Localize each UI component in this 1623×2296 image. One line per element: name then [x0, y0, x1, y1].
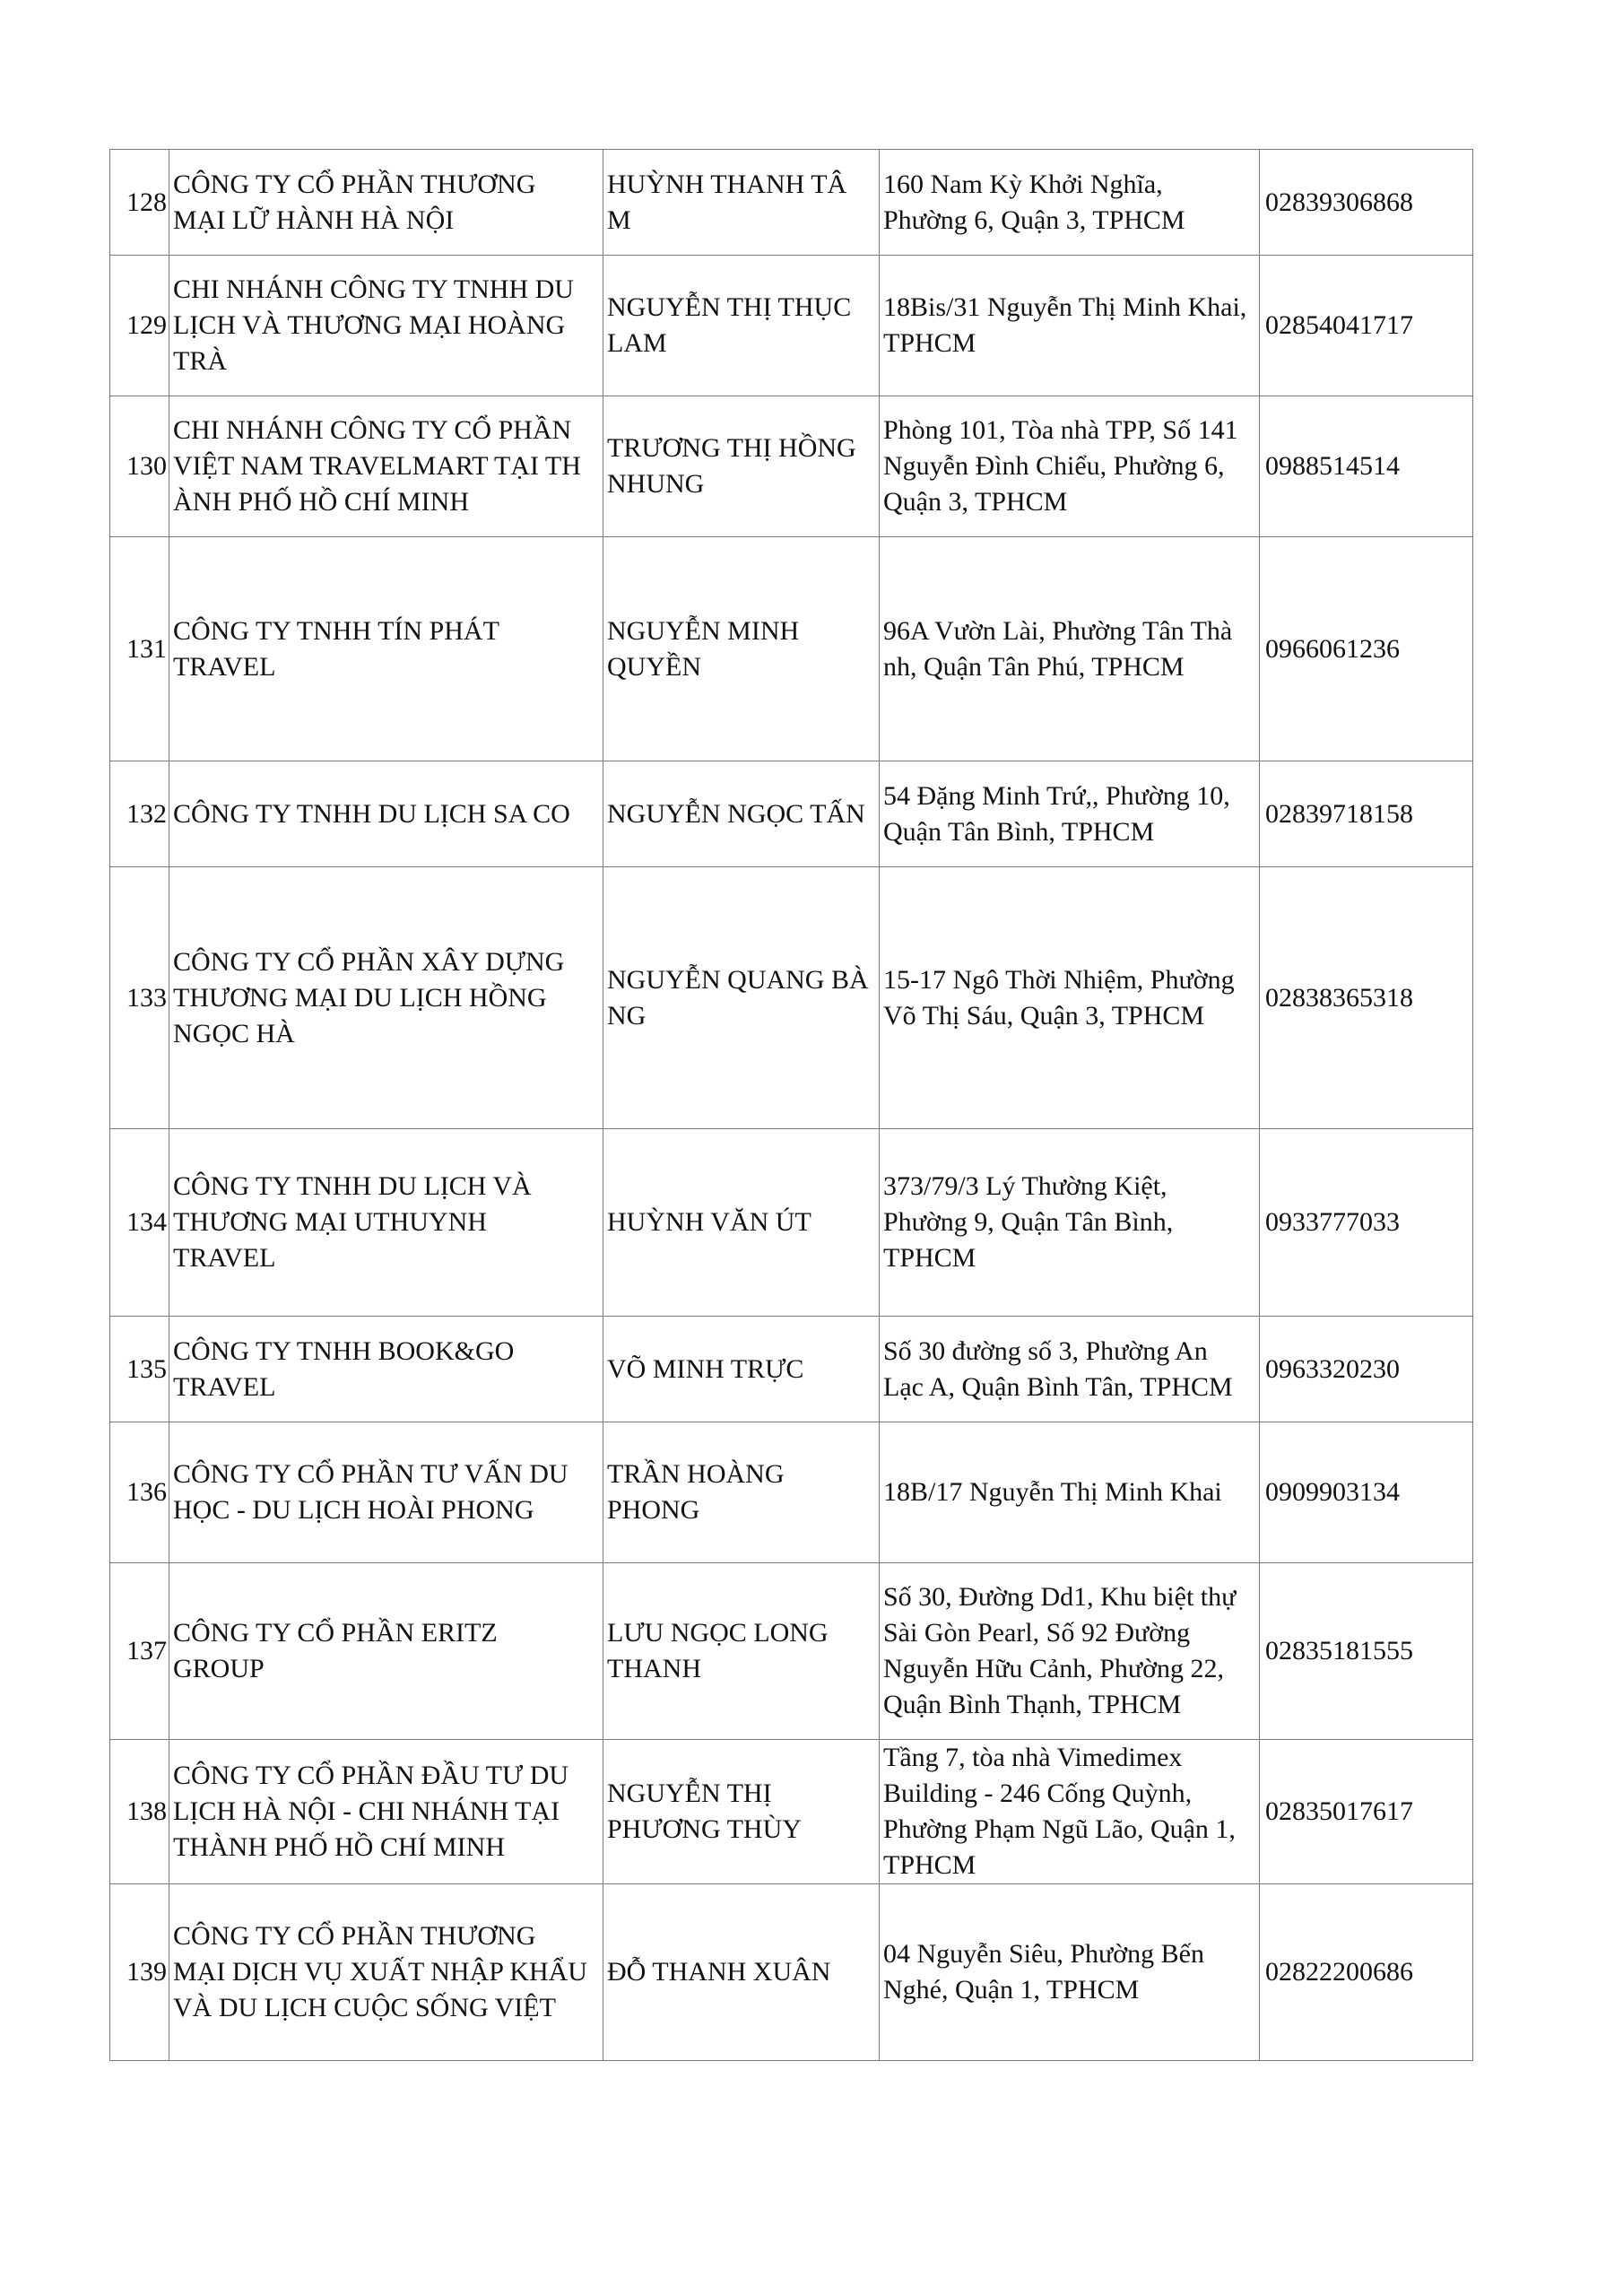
representative-name-line: NG [607, 1000, 647, 1031]
phone-number: 02838365318 [1265, 982, 1413, 1013]
representative-name-line: TRẦN HOÀNG [607, 1459, 785, 1489]
company-name-cell [169, 1740, 603, 1884]
company-name-line: CÔNG TY TNHH TÍN PHÁT [173, 615, 499, 646]
address-line: Số 30 đường số 3, Phường An [883, 1335, 1208, 1366]
table-row [110, 1563, 1473, 1740]
address-line: Võ Thị Sáu, Quận 3, TPHCM [883, 1000, 1205, 1031]
company-name-line: TRÀ [173, 346, 227, 376]
company-name-line: MẠI LỮ HÀNH HÀ NỘI [173, 204, 455, 235]
representative-name-line: NGUYỄN MINH [607, 615, 800, 646]
table-row [110, 256, 1473, 396]
row-number-cell [110, 150, 169, 256]
row-number: 130 [126, 451, 167, 481]
representative-name-cell [603, 396, 880, 537]
address-line: Quận 3, TPHCM [883, 487, 1068, 517]
phone-number: 0988514514 [1265, 451, 1400, 481]
company-name-line: TRAVEL [173, 1371, 276, 1402]
address-line: Nguyễn Hữu Cảnh, Phường 22, [883, 1654, 1225, 1683]
company-table [109, 149, 1473, 2061]
table-row [110, 1317, 1473, 1422]
phone-number: 02835017617 [1265, 1796, 1413, 1826]
address-line: Phường Phạm Ngũ Lão, Quận 1, [883, 1814, 1236, 1844]
address-cell [880, 1422, 1260, 1563]
address-line: Phường 9, Quận Tân Bình, [883, 1207, 1174, 1237]
representative-name-cell [603, 150, 880, 256]
row-number: 139 [126, 1957, 167, 1987]
row-number: 134 [126, 1207, 167, 1237]
table-row [110, 761, 1473, 867]
address-line: Quận Tân Bình, TPHCM [883, 816, 1155, 847]
phone-number-cell [1260, 867, 1473, 1129]
representative-name-line: TRƯƠNG THỊ HỒNG [607, 433, 856, 463]
company-name-line: MẠI DỊCH VỤ XUẤT NHẬP KHẨU [173, 1957, 587, 1987]
phone-number-cell [1260, 1884, 1473, 2061]
company-name-line: VÀ DU LỊCH CUỘC SỐNG VIỆT [173, 1993, 556, 2022]
phone-number: 02835181555 [1265, 1636, 1413, 1665]
representative-name-cell [603, 867, 880, 1129]
row-number-cell [110, 1884, 169, 2061]
company-name-cell [169, 1884, 603, 2061]
phone-number: 0966061236 [1265, 633, 1400, 664]
company-name-cell [169, 761, 603, 867]
table-row [110, 396, 1473, 537]
row-number: 138 [126, 1796, 167, 1826]
company-name-line: CÔNG TY CỔ PHẦN THƯƠNG [173, 169, 536, 199]
company-name-line: ÀNH PHỐ HỒ CHÍ MINH [173, 487, 469, 517]
row-number: 131 [126, 633, 167, 664]
phone-number: 02839718158 [1265, 798, 1413, 829]
representative-name-cell [603, 537, 880, 761]
company-name-line: THÀNH PHỐ HỒ CHÍ MINH [173, 1832, 505, 1862]
representative-name-cell [603, 1740, 880, 1884]
company-name-line: CHI NHÁNH CÔNG TY TNHH DU [173, 274, 574, 304]
company-name-line: CÔNG TY CỔ PHẦN XÂY DỰNG [173, 946, 565, 977]
address-line: 54 Đặng Minh Trứ,, Phường 10, [883, 780, 1230, 811]
company-name-line: CÔNG TY CỔ PHẦN THƯƠNG [173, 1921, 536, 1951]
address-line: 373/79/3 Lý Thường Kiệt, [883, 1171, 1167, 1201]
address-line: TPHCM [883, 1850, 976, 1880]
address-line: TPHCM [883, 328, 976, 358]
address-cell [880, 1740, 1260, 1884]
row-number-cell [110, 867, 169, 1129]
table-row [110, 150, 1473, 256]
company-name-line: NGỌC HÀ [173, 1018, 295, 1048]
row-number: 136 [126, 1477, 167, 1507]
address-cell [880, 256, 1260, 396]
representative-name-cell [603, 1129, 880, 1317]
representative-name-line: HUỲNH THANH TÂ [607, 169, 847, 199]
row-number-cell [110, 1317, 169, 1422]
row-number: 137 [126, 1636, 167, 1665]
address-line: TPHCM [883, 1243, 976, 1273]
address-line: 96A Vườn Lài, Phường Tân Thà [883, 615, 1233, 646]
phone-number: 0963320230 [1265, 1353, 1400, 1384]
representative-name-line: THANH [607, 1654, 701, 1683]
company-name-line: THƯƠNG MẠI UTHUYNH [173, 1207, 487, 1237]
address-line: 160 Nam Kỳ Khởi Nghĩa, [883, 169, 1163, 199]
table-body [110, 150, 1473, 2061]
row-number: 129 [126, 310, 167, 340]
representative-name-line: NGUYỄN THỊ [607, 1779, 772, 1808]
address-cell [880, 1884, 1260, 2061]
representative-name-line: PHƯƠNG THÙY [607, 1814, 802, 1844]
address-cell [880, 1129, 1260, 1317]
address-cell [880, 1317, 1260, 1422]
address-line: 18Bis/31 Nguyễn Thị Minh Khai, [883, 292, 1247, 322]
company-name-line: GROUP [173, 1654, 265, 1683]
representative-name-line: ĐỖ THANH XUÂN [607, 1957, 831, 1987]
company-name-line: THƯƠNG MẠI DU LỊCH HỒNG [173, 982, 547, 1013]
phone-number-cell [1260, 1317, 1473, 1422]
row-number-cell [110, 1422, 169, 1563]
company-name-cell [169, 1129, 603, 1317]
company-name-cell [169, 256, 603, 396]
company-name-cell [169, 396, 603, 537]
company-name-line: LỊCH HÀ NỘI - CHI NHÁNH TẠI [173, 1796, 560, 1826]
row-number: 128 [126, 187, 167, 217]
representative-name-line: QUYỀN [607, 651, 701, 682]
phone-number: 02822200686 [1265, 1957, 1413, 1987]
phone-number-cell [1260, 150, 1473, 256]
phone-number: 02854041717 [1265, 310, 1413, 340]
company-name-line: CÔNG TY TNHH DU LỊCH VÀ [173, 1171, 532, 1201]
company-name-line: HỌC - DU LỊCH HOÀI PHONG [173, 1495, 534, 1525]
representative-name-line: M [607, 204, 631, 235]
company-name-line: CÔNG TY CỔ PHẦN ĐẦU TƯ DU [173, 1761, 569, 1790]
address-line: Sài Gòn Pearl, Số 92 Đường [883, 1618, 1191, 1648]
address-cell [880, 867, 1260, 1129]
representative-name-line: NGUYỄN NGỌC TẤN [607, 798, 865, 829]
phone-number-cell [1260, 1422, 1473, 1563]
phone-number-cell [1260, 256, 1473, 396]
company-name-line: CHI NHÁNH CÔNG TY CỔ PHẦN [173, 415, 572, 445]
company-name-cell [169, 1563, 603, 1740]
representative-name-cell [603, 256, 880, 396]
phone-number: 02839306868 [1265, 187, 1413, 217]
address-line: Phường 6, Quận 3, TPHCM [883, 204, 1185, 235]
address-line: Quận Bình Thạnh, TPHCM [883, 1690, 1182, 1719]
company-name-cell [169, 537, 603, 761]
address-line: Nghé, Quận 1, TPHCM [883, 1975, 1140, 2005]
representative-name-cell [603, 1563, 880, 1740]
representative-name-line: NGUYỄN QUANG BÀ [607, 964, 869, 995]
representative-name-line: PHONG [607, 1495, 700, 1525]
company-name-line: CÔNG TY TNHH BOOK&GO [173, 1335, 515, 1366]
phone-number: 0933777033 [1265, 1207, 1400, 1237]
company-name-cell [169, 867, 603, 1129]
representative-name-cell [603, 1317, 880, 1422]
address-line: 18B/17 Nguyễn Thị Minh Khai [883, 1477, 1222, 1507]
phone-number-cell [1260, 396, 1473, 537]
representative-name-line: LƯU NGỌC LONG [607, 1618, 829, 1648]
phone-number-cell [1260, 761, 1473, 867]
representative-name-line: NGUYỄN THỊ THỤC [607, 292, 852, 322]
table-row [110, 1129, 1473, 1317]
address-line: Số 30, Đường Dd1, Khu biệt thự [883, 1582, 1237, 1612]
phone-number-cell [1260, 1129, 1473, 1317]
phone-number-cell [1260, 1563, 1473, 1740]
company-name-line: VIỆT NAM TRAVELMART TẠI TH [173, 451, 581, 481]
row-number-cell [110, 537, 169, 761]
company-name-line: CÔNG TY CỔ PHẦN TƯ VẤN DU [173, 1459, 568, 1489]
row-number: 135 [126, 1353, 167, 1384]
phone-number: 0909903134 [1265, 1477, 1400, 1507]
company-name-cell [169, 1422, 603, 1563]
address-line: nh, Quận Tân Phú, TPHCM [883, 651, 1185, 682]
representative-name-line: NHUNG [607, 469, 705, 499]
row-number-cell [110, 396, 169, 537]
address-line: Tầng 7, tòa nhà Vimedimex [883, 1743, 1183, 1772]
address-line: Phòng 101, Tòa nhà TPP, Số 141 [883, 415, 1238, 445]
table-row [110, 537, 1473, 761]
address-cell [880, 537, 1260, 761]
row-number: 133 [126, 982, 167, 1013]
row-number-cell [110, 256, 169, 396]
table-row [110, 1884, 1473, 2061]
company-name-line: CÔNG TY TNHH DU LỊCH SA CO [173, 798, 570, 829]
company-name-line: TRAVEL [173, 651, 276, 682]
table-row [110, 1422, 1473, 1563]
table-row [110, 1740, 1473, 1884]
address-line: Building - 246 Cống Quỳnh, [883, 1779, 1193, 1808]
address-line: Nguyễn Đình Chiểu, Phường 6, [883, 451, 1225, 481]
row-number: 132 [126, 798, 167, 829]
representative-name-line: LAM [607, 328, 667, 358]
address-cell [880, 761, 1260, 867]
representative-name-cell [603, 1884, 880, 2061]
company-name-cell [169, 150, 603, 256]
address-cell [880, 150, 1260, 256]
row-number-cell [110, 1563, 169, 1740]
address-line: 04 Nguyễn Siêu, Phường Bến [883, 1939, 1204, 1969]
representative-name-line: HUỲNH VĂN ÚT [607, 1207, 812, 1237]
table-row [110, 867, 1473, 1129]
representative-name-line: VÕ MINH TRỰC [607, 1353, 804, 1384]
company-name-cell [169, 1317, 603, 1422]
address-line: 15-17 Ngô Thời Nhiệm, Phường [883, 964, 1235, 995]
address-cell [880, 396, 1260, 537]
row-number-cell [110, 1129, 169, 1317]
phone-number-cell [1260, 1740, 1473, 1884]
representative-name-cell [603, 1422, 880, 1563]
phone-number-cell [1260, 537, 1473, 761]
company-name-line: LỊCH VÀ THƯƠNG MẠI HOÀNG [173, 310, 566, 340]
representative-name-cell [603, 761, 880, 867]
address-cell [880, 1563, 1260, 1740]
row-number-cell [110, 761, 169, 867]
address-line: Lạc A, Quận Bình Tân, TPHCM [883, 1371, 1233, 1402]
company-name-line: TRAVEL [173, 1243, 276, 1273]
row-number-cell [110, 1740, 169, 1884]
company-name-line: CÔNG TY CỔ PHẦN ERITZ [173, 1618, 498, 1648]
